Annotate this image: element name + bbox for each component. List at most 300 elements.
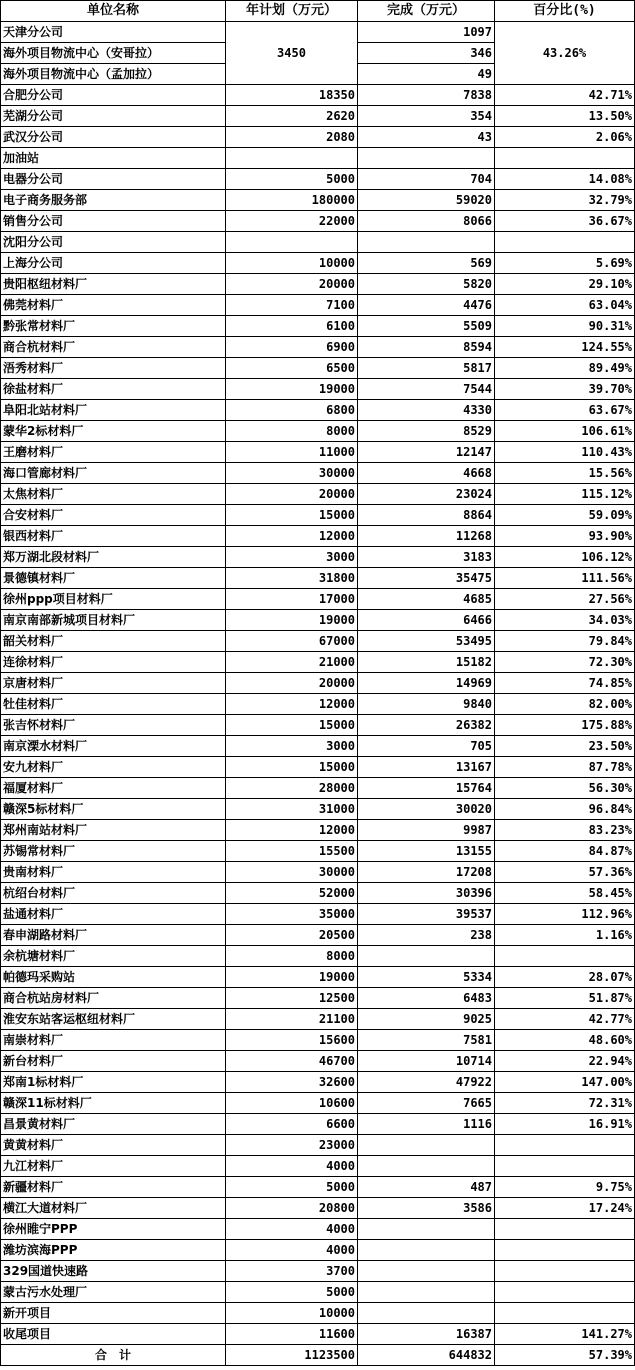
header-completed: 完成（万元） [358, 1, 495, 22]
table-row [1, 1261, 635, 1282]
table-row [1, 1051, 635, 1072]
percentage-cell: 58.45% [495, 883, 635, 904]
percentage-cell: 28.07% [495, 967, 635, 988]
percentage-cell: 27.56% [495, 589, 635, 610]
completed-cell: 5334 [358, 967, 495, 988]
completed-cell: 354 [358, 106, 495, 127]
unit-name-cell: 佛莞材料厂 [1, 295, 226, 316]
table-row [1, 442, 635, 463]
table-row [1, 253, 635, 274]
completed-cell: 23024 [358, 484, 495, 505]
annual-plan-cell: 31000 [226, 799, 358, 820]
percentage-cell: 96.84% [495, 799, 635, 820]
unit-name-cell: 连徐材料厂 [1, 652, 226, 673]
completed-cell: 7544 [358, 379, 495, 400]
percentage-cell: 124.55% [495, 337, 635, 358]
percentage-cell: 34.03% [495, 610, 635, 631]
unit-name-cell: 329国道快速路 [1, 1261, 226, 1282]
percentage-cell: 32.79% [495, 190, 635, 211]
percentage-cell [495, 1240, 635, 1261]
percentage-cell: 115.12% [495, 484, 635, 505]
header-row [1, 1, 635, 22]
table-row [1, 946, 635, 967]
annual-plan-cell: 22000 [226, 211, 358, 232]
annual-plan-cell: 5000 [226, 1177, 358, 1198]
table-row [1, 925, 635, 946]
completed-cell [358, 946, 495, 967]
unit-name-cell: 帕德玛采购站 [1, 967, 226, 988]
total-plan-cell: 1123500 [226, 1345, 358, 1366]
annual-plan-cell: 11600 [226, 1324, 358, 1345]
completed-cell: 59020 [358, 190, 495, 211]
annual-plan-cell: 67000 [226, 631, 358, 652]
completed-cell: 30396 [358, 883, 495, 904]
completed-cell: 17208 [358, 862, 495, 883]
annual-plan-cell: 7100 [226, 295, 358, 316]
table-row [1, 1114, 635, 1135]
percentage-cell: 111.56% [495, 568, 635, 589]
completed-cell [358, 232, 495, 253]
annual-plan-cell: 5000 [226, 169, 358, 190]
percentage-cell: 9.75% [495, 1177, 635, 1198]
percentage-cell: 5.69% [495, 253, 635, 274]
annual-plan-cell: 15000 [226, 505, 358, 526]
completed-cell: 13167 [358, 757, 495, 778]
unit-name-cell: 太焦材料厂 [1, 484, 226, 505]
annual-plan-cell: 180000 [226, 190, 358, 211]
percentage-cell: 106.12% [495, 547, 635, 568]
table-row [1, 757, 635, 778]
completed-cell: 14969 [358, 673, 495, 694]
annual-plan-cell: 30000 [226, 862, 358, 883]
annual-plan-cell: 4000 [226, 1156, 358, 1177]
unit-name-cell: 春申湖路材料厂 [1, 925, 226, 946]
percentage-cell [495, 1156, 635, 1177]
unit-name-cell: 黔张常材料厂 [1, 316, 226, 337]
annual-plan-cell [226, 232, 358, 253]
annual-plan-cell: 35000 [226, 904, 358, 925]
annual-plan-cell: 6100 [226, 316, 358, 337]
table-row [1, 85, 635, 106]
percentage-cell [495, 1219, 635, 1240]
unit-name-cell: 潍坊滨海PPP [1, 1240, 226, 1261]
percentage-cell: 2.06% [495, 127, 635, 148]
completed-cell: 5817 [358, 358, 495, 379]
table-row [1, 358, 635, 379]
unit-name-cell: 安九材料厂 [1, 757, 226, 778]
percentage-cell: 83.23% [495, 820, 635, 841]
unit-name-cell: 南崇材料厂 [1, 1030, 226, 1051]
completed-cell: 6483 [358, 988, 495, 1009]
unit-name-cell: 蒙华2标材料厂 [1, 421, 226, 442]
completed-cell: 7665 [358, 1093, 495, 1114]
table-row [1, 190, 635, 211]
unit-name-cell: 浯秀材料厂 [1, 358, 226, 379]
percentage-cell: 1.16% [495, 925, 635, 946]
percentage-cell: 74.85% [495, 673, 635, 694]
unit-name-cell: 郑州南站材料厂 [1, 820, 226, 841]
percentage-cell: 57.36% [495, 862, 635, 883]
percentage-cell [495, 1282, 635, 1303]
completed-cell: 26382 [358, 715, 495, 736]
percentage-cell [495, 1303, 635, 1324]
table-row [1, 169, 635, 190]
percentage-cell: 13.50% [495, 106, 635, 127]
completed-cell: 4685 [358, 589, 495, 610]
total-label-cell: 合 计 [1, 1345, 226, 1366]
table-row [1, 400, 635, 421]
table-row [1, 1324, 635, 1345]
percentage-cell: 141.27% [495, 1324, 635, 1345]
annual-plan-cell: 20000 [226, 484, 358, 505]
completed-cell: 12147 [358, 442, 495, 463]
unit-name-cell: 盐通材料厂 [1, 904, 226, 925]
completed-cell [358, 1282, 495, 1303]
completed-cell: 7581 [358, 1030, 495, 1051]
completed-cell: 4330 [358, 400, 495, 421]
unit-name-cell: 武汉分公司 [1, 127, 226, 148]
annual-plan-cell: 6900 [226, 337, 358, 358]
completed-cell: 39537 [358, 904, 495, 925]
percentage-cell: 110.43% [495, 442, 635, 463]
percentage-cell: 87.78% [495, 757, 635, 778]
table-row [1, 1177, 635, 1198]
unit-name-cell: 加油站 [1, 148, 226, 169]
completed-cell: 53495 [358, 631, 495, 652]
percentage-cell: 14.08% [495, 169, 635, 190]
percentage-cell [495, 232, 635, 253]
annual-plan-cell: 8000 [226, 946, 358, 967]
annual-plan-cell: 31800 [226, 568, 358, 589]
unit-name-cell: 南京南部新城项目材料厂 [1, 610, 226, 631]
total-completed-cell: 644832 [358, 1345, 495, 1366]
table-row [1, 1093, 635, 1114]
table-row [1, 1135, 635, 1156]
percentage-cell: 147.00% [495, 1072, 635, 1093]
table-row [1, 1030, 635, 1051]
annual-plan-cell: 6500 [226, 358, 358, 379]
unit-name-cell: 徐州ppp项目材料厂 [1, 589, 226, 610]
annual-plan-cell: 23000 [226, 1135, 358, 1156]
annual-plan-cell: 20000 [226, 673, 358, 694]
annual-plan-cell: 28000 [226, 778, 358, 799]
completed-cell [358, 1219, 495, 1240]
unit-name-cell: 韶关材料厂 [1, 631, 226, 652]
table-row [1, 841, 635, 862]
unit-name-cell: 新台材料厂 [1, 1051, 226, 1072]
annual-plan-cell: 3000 [226, 547, 358, 568]
unit-name-cell: 杭绍台材料厂 [1, 883, 226, 904]
table-row [1, 715, 635, 736]
table-row [1, 127, 635, 148]
table-row [1, 673, 635, 694]
table-row [1, 736, 635, 757]
completed-cell: 346 [358, 43, 495, 64]
annual-plan-cell: 15000 [226, 757, 358, 778]
merged-plan-cell: 3450 [226, 22, 358, 85]
percentage-cell [495, 946, 635, 967]
completed-cell: 1116 [358, 1114, 495, 1135]
unit-name-cell: 商合杭站房材料厂 [1, 988, 226, 1009]
percentage-cell: 42.77% [495, 1009, 635, 1030]
completed-cell: 704 [358, 169, 495, 190]
unit-name-cell: 福厦材料厂 [1, 778, 226, 799]
completed-cell: 15182 [358, 652, 495, 673]
percentage-cell: 84.87% [495, 841, 635, 862]
percentage-cell: 72.30% [495, 652, 635, 673]
table-row [1, 1240, 635, 1261]
unit-name-cell: 天津分公司 [1, 22, 226, 43]
annual-plan-cell: 12500 [226, 988, 358, 1009]
percentage-cell: 23.50% [495, 736, 635, 757]
unit-name-cell: 昌景黄材料厂 [1, 1114, 226, 1135]
unit-name-cell: 苏锡常材料厂 [1, 841, 226, 862]
percentage-cell: 72.31% [495, 1093, 635, 1114]
completed-cell [358, 1261, 495, 1282]
completed-cell: 30020 [358, 799, 495, 820]
annual-plan-cell: 10000 [226, 1303, 358, 1324]
table-row [1, 568, 635, 589]
completed-cell: 4476 [358, 295, 495, 316]
percentage-cell: 51.87% [495, 988, 635, 1009]
unit-name-cell: 新疆材料厂 [1, 1177, 226, 1198]
table-row [1, 631, 635, 652]
table-row [1, 610, 635, 631]
total-percentage-cell: 57.39% [495, 1345, 635, 1366]
unit-name-cell: 牡佳材料厂 [1, 694, 226, 715]
percentage-cell: 29.10% [495, 274, 635, 295]
table-row [1, 421, 635, 442]
percentage-cell: 15.56% [495, 463, 635, 484]
annual-plan-cell: 12000 [226, 694, 358, 715]
annual-plan-cell: 2620 [226, 106, 358, 127]
completed-cell: 4668 [358, 463, 495, 484]
annual-plan-cell: 18350 [226, 85, 358, 106]
table-row [1, 799, 635, 820]
percentage-cell: 89.49% [495, 358, 635, 379]
annual-plan-cell: 8000 [226, 421, 358, 442]
unit-name-cell: 合肥分公司 [1, 85, 226, 106]
unit-name-cell: 张吉怀材料厂 [1, 715, 226, 736]
unit-name-cell: 景德镇材料厂 [1, 568, 226, 589]
annual-plan-cell: 52000 [226, 883, 358, 904]
table-row [1, 295, 635, 316]
completed-cell [358, 1240, 495, 1261]
unit-name-cell: 收尾项目 [1, 1324, 226, 1345]
annual-plan-cell: 10000 [226, 253, 358, 274]
percentage-cell: 112.96% [495, 904, 635, 925]
percentage-cell: 175.88% [495, 715, 635, 736]
table-row [1, 904, 635, 925]
percentage-cell: 36.67% [495, 211, 635, 232]
completed-cell: 487 [358, 1177, 495, 1198]
annual-plan-cell: 20800 [226, 1198, 358, 1219]
unit-name-cell: 黄黄材料厂 [1, 1135, 226, 1156]
percentage-cell: 16.91% [495, 1114, 635, 1135]
unit-name-cell: 九江材料厂 [1, 1156, 226, 1177]
completed-cell [358, 1303, 495, 1324]
annual-plan-cell: 5000 [226, 1282, 358, 1303]
table-row [1, 1219, 635, 1240]
table-row [1, 862, 635, 883]
percentage-cell: 90.31% [495, 316, 635, 337]
completed-cell: 8066 [358, 211, 495, 232]
unit-name-cell: 电子商务服务部 [1, 190, 226, 211]
completed-cell: 3586 [358, 1198, 495, 1219]
table-row [1, 463, 635, 484]
table-row [1, 652, 635, 673]
unit-name-cell: 赣深11标材料厂 [1, 1093, 226, 1114]
annual-plan-cell: 15000 [226, 715, 358, 736]
percentage-cell: 93.90% [495, 526, 635, 547]
completed-cell: 9987 [358, 820, 495, 841]
completed-cell: 705 [358, 736, 495, 757]
annual-plan-cell: 3000 [226, 736, 358, 757]
table-row [1, 547, 635, 568]
completed-cell: 3183 [358, 547, 495, 568]
unit-name-cell: 沈阳分公司 [1, 232, 226, 253]
unit-name-cell: 上海分公司 [1, 253, 226, 274]
percentage-cell: 39.70% [495, 379, 635, 400]
table-row [1, 379, 635, 400]
annual-plan-cell: 6600 [226, 1114, 358, 1135]
percentage-cell: 59.09% [495, 505, 635, 526]
annual-plan-cell: 21100 [226, 1009, 358, 1030]
header-annual-plan: 年计划（万元） [226, 1, 358, 22]
percentage-cell [495, 1261, 635, 1282]
table-row [1, 1303, 635, 1324]
annual-plan-cell: 12000 [226, 526, 358, 547]
percentage-cell: 42.71% [495, 85, 635, 106]
table-row [1, 967, 635, 988]
percentage-cell: 17.24% [495, 1198, 635, 1219]
unit-name-cell: 海外项目物流中心（孟加拉） [1, 64, 226, 85]
unit-name-cell: 新开项目 [1, 1303, 226, 1324]
completed-cell: 47922 [358, 1072, 495, 1093]
unit-name-cell: 贵阳枢纽材料厂 [1, 274, 226, 295]
annual-plan-cell: 4000 [226, 1219, 358, 1240]
annual-plan-cell: 20000 [226, 274, 358, 295]
annual-plan-cell: 3700 [226, 1261, 358, 1282]
percentage-cell: 48.60% [495, 1030, 635, 1051]
table-row [1, 820, 635, 841]
table-row [1, 1156, 635, 1177]
table-body [1, 22, 635, 1345]
completed-cell: 9840 [358, 694, 495, 715]
annual-plan-cell: 6800 [226, 400, 358, 421]
annual-plan-cell [226, 148, 358, 169]
unit-name-cell: 贵南材料厂 [1, 862, 226, 883]
completed-cell: 9025 [358, 1009, 495, 1030]
completed-cell: 13155 [358, 841, 495, 862]
table-row [1, 106, 635, 127]
annual-plan-cell: 19000 [226, 610, 358, 631]
annual-plan-cell: 21000 [226, 652, 358, 673]
unit-name-cell: 合安材料厂 [1, 505, 226, 526]
percentage-cell: 63.04% [495, 295, 635, 316]
table-row [1, 694, 635, 715]
percentage-cell: 63.67% [495, 400, 635, 421]
completed-cell: 238 [358, 925, 495, 946]
table-row [1, 526, 635, 547]
unit-name-cell: 蒙古污水处理厂 [1, 1282, 226, 1303]
annual-plan-cell: 10600 [226, 1093, 358, 1114]
percentage-cell: 79.84% [495, 631, 635, 652]
completed-cell [358, 1135, 495, 1156]
table-row [1, 1198, 635, 1219]
annual-plan-cell: 2080 [226, 127, 358, 148]
completed-cell: 8594 [358, 337, 495, 358]
unit-name-cell: 商合杭材料厂 [1, 337, 226, 358]
unit-name-cell: 王磨材料厂 [1, 442, 226, 463]
header-unit-name: 单位名称 [1, 1, 226, 22]
table-row [1, 316, 635, 337]
completed-cell: 5820 [358, 274, 495, 295]
unit-name-cell: 郑南1标材料厂 [1, 1072, 226, 1093]
annual-plan-cell: 17000 [226, 589, 358, 610]
annual-plan-cell: 32600 [226, 1072, 358, 1093]
completed-cell: 35475 [358, 568, 495, 589]
unit-name-cell: 淮安东站客运枢纽材料厂 [1, 1009, 226, 1030]
completed-cell: 7838 [358, 85, 495, 106]
table-row [1, 589, 635, 610]
unit-name-cell: 徐盐材料厂 [1, 379, 226, 400]
merged-percentage-cell: 43.26% [495, 22, 635, 85]
percentage-cell [495, 1135, 635, 1156]
unit-name-cell: 芜湖分公司 [1, 106, 226, 127]
annual-plan-cell: 30000 [226, 463, 358, 484]
table-row [1, 484, 635, 505]
completed-cell: 16387 [358, 1324, 495, 1345]
unit-name-cell: 京唐材料厂 [1, 673, 226, 694]
annual-plan-cell: 20500 [226, 925, 358, 946]
table-row [1, 1072, 635, 1093]
completed-cell: 43 [358, 127, 495, 148]
table-row [1, 211, 635, 232]
completed-cell: 49 [358, 64, 495, 85]
unit-name-cell: 赣深5标材料厂 [1, 799, 226, 820]
unit-name-cell: 阜阳北站材料厂 [1, 400, 226, 421]
total-row [1, 1345, 635, 1366]
header-percentage: 百分比(%) [495, 1, 635, 22]
table-row [1, 778, 635, 799]
table-row [1, 337, 635, 358]
annual-plan-cell: 12000 [226, 820, 358, 841]
unit-name-cell: 海外项目物流中心（安哥拉） [1, 43, 226, 64]
table-row [1, 988, 635, 1009]
annual-plan-cell: 15600 [226, 1030, 358, 1051]
unit-name-cell: 销售分公司 [1, 211, 226, 232]
completed-cell [358, 148, 495, 169]
unit-name-cell: 郑万湖北段材料厂 [1, 547, 226, 568]
annual-plan-cell: 11000 [226, 442, 358, 463]
annual-plan-cell: 4000 [226, 1240, 358, 1261]
unit-name-cell: 徐州睢宁PPP [1, 1219, 226, 1240]
table-row [1, 883, 635, 904]
annual-plan-cell: 19000 [226, 379, 358, 400]
percentage-cell [495, 148, 635, 169]
annual-plan-cell: 15500 [226, 841, 358, 862]
annual-plan-cell: 46700 [226, 1051, 358, 1072]
percentage-cell: 106.61% [495, 421, 635, 442]
unit-name-cell: 银西材料厂 [1, 526, 226, 547]
completed-cell: 15764 [358, 778, 495, 799]
percentage-cell: 82.00% [495, 694, 635, 715]
table-row [1, 1282, 635, 1303]
unit-name-cell: 海口管廊材料厂 [1, 463, 226, 484]
completed-cell: 10714 [358, 1051, 495, 1072]
unit-name-cell: 南京溧水材料厂 [1, 736, 226, 757]
